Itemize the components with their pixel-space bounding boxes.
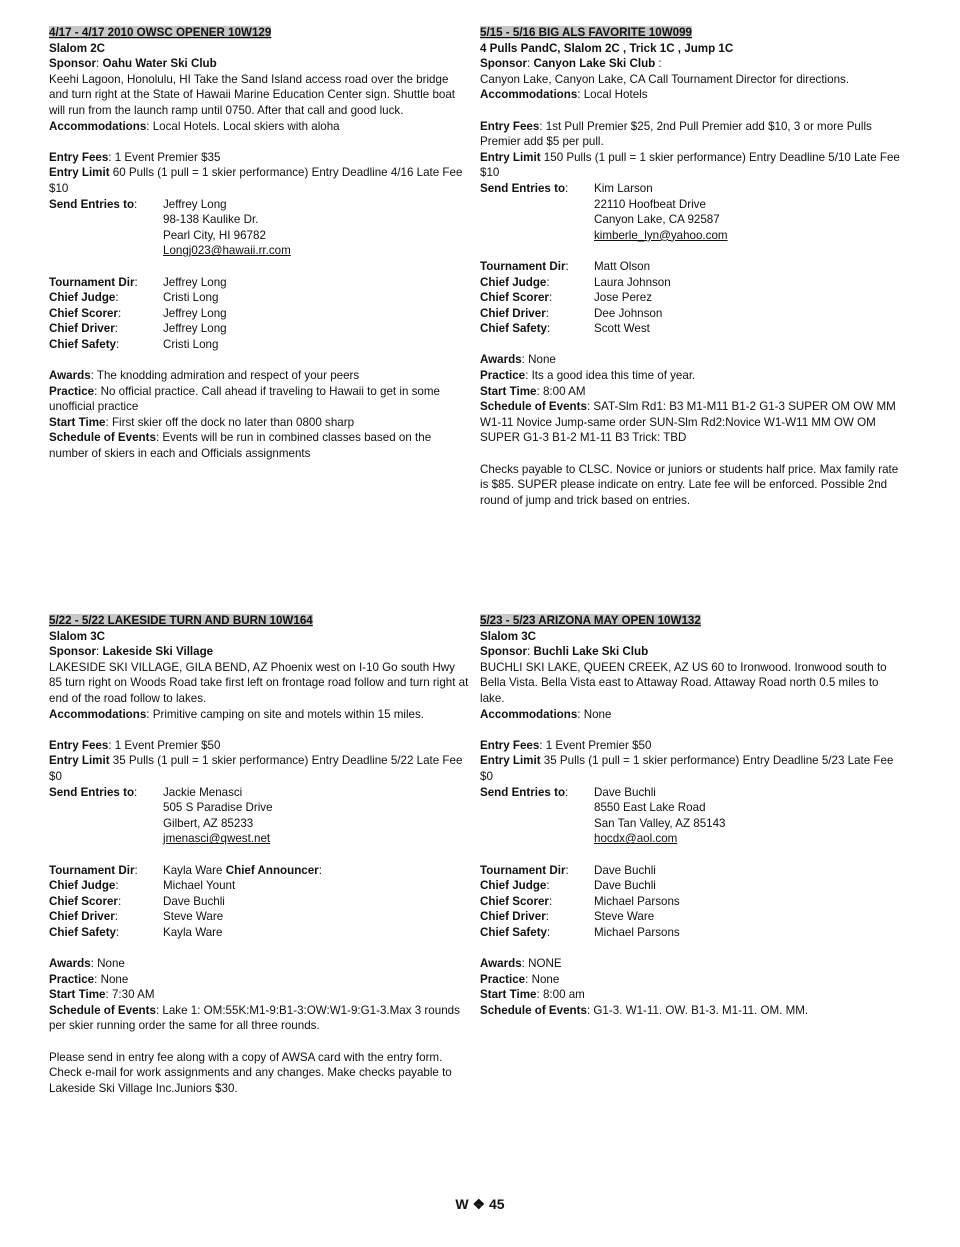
sponsor-suffix: : [655,57,662,71]
send-entries-city: Canyon Lake, CA 92587 [594,213,720,227]
official-name: Jeffrey Long [163,322,227,336]
awards-line: Awards: None [480,353,556,367]
accommodations-label: Accommodations [49,119,147,133]
awards-label: Awards [480,353,522,367]
entry-fees-value: 1 Event Premier $35 [114,150,221,164]
official-role: Tournament Dir [49,275,135,289]
sponsor-name: Oahu Water Ski Club [102,57,217,71]
event-card-big-als-favorite [480,25,900,508]
entry-fees-label: Entry Fees [49,738,109,752]
start-time-value: 7:30 AM [111,988,155,1002]
send-entries-key: Send Entries to: [49,785,138,799]
official-role: Chief Scorer [49,306,118,320]
schedule-value: Lake 1: OM:55K:M1-9:B1-3:OW:W1-9:G1-3.Max 3 rounds per skier running order the same for all three rounds. [49,1003,460,1033]
official-row: Tournament Dir: Jeffrey Long [49,275,469,291]
awards-line: Awards: The knodding admiration and respect of your peers [49,369,360,383]
entry-fees-label: Entry Fees [49,150,109,164]
practice-value: No official practice. Call ahead if traveling to Hawaii to get in some unofficial practice [49,384,440,414]
official-name: Steve Ware [163,910,224,924]
official-role: Chief Driver [480,306,546,320]
official-name: Kayla Ware [163,863,223,877]
send-entries-name: Jeffrey Long [163,197,227,211]
event-card-lakeside-turn-and-burn [49,613,469,1096]
practice-label: Practice [49,972,95,986]
schedule-line: Schedule of Events: SAT-Slm Rd1: B3 M1-M11 B1-2 G1-3 SUPER OM OW MM W1-11 Novice Jump-same order SUN-Slm Rd2:Novice W1-W11 MM OW OM SUPER G1-3 B1-2 M1-11 B3 Trick: TBD [480,400,896,445]
official-name: Matt Olson [594,259,651,273]
send-entries-email-link[interactable]: jmenasci@qwest.net [163,832,271,846]
schedule-line: Schedule of Events: G1-3. W1-11. OW. B1-3. M1-11. OM. MM. [480,1003,809,1017]
location-directions: Canyon Lake, Canyon Lake, CA Call Tournament Director for directions. [480,72,850,86]
awards-value: The knodding admiration and respect of your peers [96,369,360,383]
official-role: Tournament Dir [480,259,566,273]
official-role: Chief Scorer [49,894,118,908]
official-name: Dave Buchli [163,894,225,908]
entry-limit-label: Entry Limit [49,754,110,768]
sponsor-name: Lakeside Ski Village [102,645,214,659]
event-notes: Please send in entry fee along with a copy of AWSA card with the entry form. Check e-mail for work assignments and any changes. Make checks payable to Lakeside Ski Village Inc.Juniors $30. [49,1050,452,1095]
start-time-label: Start Time [480,988,537,1002]
official-row: Chief Driver: Jeffrey Long [49,321,469,337]
entry-fees-line: Entry Fees: 1 Event Premier $50 [480,738,652,752]
start-time-label: Start Time [49,988,106,1002]
event-header: 5/15 - 5/16 BIG ALS FAVORITE 10W099 [480,26,692,39]
official-name: Dave Buchli [594,879,656,893]
entry-limit-line [480,753,900,784]
awards-value: NONE [528,957,562,971]
entry-limit-line [480,150,900,181]
practice-value: None [100,972,129,986]
entry-fees-line: Entry Fees: 1st Pull Premier $25, 2nd Pull Premier add $10, 3 or more Pulls Premier add $5 per pull. [480,119,872,149]
event-format: Slalom 2C [49,41,106,55]
official-role: Chief Scorer [480,291,549,305]
sponsor-label: Sponsor [49,57,97,71]
official-role: Tournament Dir [480,863,566,877]
awards-label: Awards [49,957,91,971]
send-entries-name: Kim Larson [594,181,653,195]
entry-fees-value: 1 Event Premier $50 [114,738,221,752]
official-row: Chief Driver: Steve Ware [49,909,469,925]
schedule-value: Events will be run in combined classes based on the number of skiers in each and Officials assignments [49,431,432,461]
schedule-label: Schedule of Events [49,1003,156,1017]
official-row: Chief Scorer: Jeffrey Long [49,306,469,322]
entry-fees-value: 1st Pull Premier $25, 2nd Pull Premier add $10, 3 or more Pulls Premier add $5 per pull. [480,119,872,149]
official-role: Tournament Dir [49,863,135,877]
schedule-label: Schedule of Events [49,431,156,445]
entry-limit-value: 150 Pulls (1 pull = 1 skier performance) Entry Deadline 5/10 Late Fee $10 [480,150,900,180]
accommodations-label: Accommodations [480,88,578,102]
start-time-line: Start Time: First skier off the dock no later than 0800 sharp [49,415,355,429]
awards-value: None [528,353,556,367]
official-row: Chief Safety: Scott West [480,321,900,337]
sponsor-line: Sponsor: Lakeside Ski Village [49,645,214,659]
send-entries-street: 505 S Paradise Drive [163,801,273,815]
entry-limit-value: 35 Pulls (1 pull = 1 skier performance) Entry Deadline 5/22 Late Fee $0 [49,754,463,783]
start-time-value: 8:00 AM [542,384,586,398]
send-entries-row [49,785,469,801]
accommodations-label: Accommodations [49,707,147,721]
practice-label: Practice [480,972,526,986]
event-header: 4/17 - 4/17 2010 OWSC OPENER 10W129 [49,26,272,39]
section-letter: W [455,1196,469,1212]
official-name: Jose Perez [594,291,652,305]
entry-fees-label: Entry Fees [480,119,540,133]
official-row: Tournament Dir: Matt Olson [480,259,900,275]
accommodations-value: None [583,707,612,721]
awards-label: Awards [49,369,91,383]
official-role: Chief Judge [49,879,116,893]
event-header: 5/22 - 5/22 LAKESIDE TURN AND BURN 10W164 [49,614,313,627]
ornament-icon: ❖ [472,1196,486,1212]
awards-label: Awards [480,957,522,971]
start-time-label: Start Time [49,415,106,429]
send-entries-key: Send Entries to: [480,181,569,195]
start-time-value: 8:00 am [542,988,585,1002]
official-role: Chief Judge [480,275,547,289]
sponsor-line: Sponsor: Canyon Lake Ski Club : [480,57,662,71]
entry-limit-label: Entry Limit [49,166,110,180]
practice-line: Practice: None [49,972,129,986]
official-role: Chief Driver [49,910,115,924]
entry-limit-line [49,165,469,196]
entry-fees-line: Entry Fees: 1 Event Premier $50 [49,738,221,752]
start-time-line: Start Time: 8:00 AM [480,384,586,398]
accommodations-line: Accommodations: Primitive camping on site and motels within 15 miles. [49,707,425,721]
official-name: Cristi Long [163,291,219,305]
start-time-label: Start Time [480,384,537,398]
page-number: 45 [488,1196,505,1212]
start-time-value: First skier off the dock no later than 0800 sharp [111,415,355,429]
official-role: Chief Safety [49,337,117,351]
event-format: Slalom 3C [480,629,537,643]
entry-fees-line: Entry Fees: 1 Event Premier $35 [49,150,221,164]
practice-line: Practice: No official practice. Call ahead if traveling to Hawaii to get in some unofficial practice [49,384,440,414]
practice-line: Practice: Its a good idea this time of year. [480,369,696,383]
official-name: Jeffrey Long [163,275,227,289]
official-role: Chief Judge [480,879,547,893]
send-entries-key: Send Entries to: [49,197,138,211]
send-entries-row [49,197,469,213]
send-entries-email-link[interactable]: kimberle_lyn@yahoo.com [594,228,728,242]
official-row: Chief Scorer: Jose Perez [480,290,900,306]
schedule-label: Schedule of Events [480,400,587,414]
send-entries-city: Pearl City, HI 96782 [163,228,266,242]
entry-fees-label: Entry Fees [480,738,540,752]
accommodations-value: Local Hotels [583,88,648,102]
sponsor-label: Sponsor [480,57,528,71]
chief-announcer-label: Chief Announcer [225,863,319,877]
entry-limit-value: 60 Pulls (1 pull = 1 skier performance) Entry Deadline 4/16 Late Fee $10 [49,166,463,195]
send-entries-street: 8550 East Lake Road [594,801,706,815]
start-time-line: Start Time: 8:00 am [480,988,585,1002]
official-name: Cristi Long [163,337,219,351]
sponsor-name: Canyon Lake Ski Club [533,57,656,71]
official-row: Chief Judge: Laura Johnson [480,275,900,291]
accommodations-line: Accommodations: Local Hotels. Local skiers with aloha [49,119,340,133]
awards-line: Awards: NONE [480,957,562,971]
official-row: Chief Safety: Kayla Ware [49,925,469,941]
official-name: Michael Parsons [594,925,680,939]
official-row: Tournament Dir: Dave Buchli [480,863,900,879]
send-entries-key: Send Entries to: [480,785,569,799]
official-row: Chief Scorer: Dave Buchli [49,894,469,910]
official-row: Chief Safety: Michael Parsons [480,925,900,941]
awards-value: None [97,957,125,971]
official-row: Chief Safety: Cristi Long [49,337,469,353]
accommodations-value: Primitive camping on site and motels within 15 miles. [152,707,425,721]
official-role: Chief Judge [49,291,116,305]
send-entries-row [480,181,900,197]
official-name: Dee Johnson [594,306,663,320]
event-card-owsc-opener [49,25,469,462]
send-entries-city: Gilbert, AZ 85233 [163,816,254,830]
schedule-label: Schedule of Events [480,1003,587,1017]
official-name: Dave Buchli [594,863,656,877]
practice-value: Its a good idea this time of year. [531,369,696,383]
official-role: Chief Safety [480,322,548,336]
location-directions: Keehi Lagoon, Honolulu, HI Take the Sand Island access road over the bridge and turn right at the State of Hawaii Marine Education Center sign. Shuttle boat will run from the launch ramp until 0750. After that call and good luck. [49,72,456,117]
accommodations-line: Accommodations: None [480,707,612,721]
entry-limit-label: Entry Limit [480,150,541,164]
send-entries-row [480,785,900,801]
entry-limit-label: Entry Limit [480,754,541,768]
sponsor-label: Sponsor [49,645,97,659]
official-name: Jeffrey Long [163,306,227,320]
official-row: Tournament Dir: Kayla Ware Chief Announcer: [49,863,322,877]
send-entries-email-link[interactable]: Longj023@hawaii.rr.com [163,244,291,258]
schedule-line: Schedule of Events: Lake 1: OM:55K:M1-9:B1-3:OW:W1-9:G1-3.Max 3 rounds per skier running order the same for all three rounds. [49,1003,460,1033]
send-entries-street: 98-138 Kaulike Dr. [163,213,259,227]
official-row: Chief Judge: Cristi Long [49,290,469,306]
official-role: Chief Safety [480,925,548,939]
practice-label: Practice [480,369,526,383]
awards-line: Awards: None [49,957,125,971]
page-footer [0,1196,960,1213]
send-entries-label: Send Entries to [49,785,135,799]
official-name: Michael Yount [163,879,236,893]
official-name: Kayla Ware [163,925,223,939]
entry-limit-value: 35 Pulls (1 pull = 1 skier performance) Entry Deadline 5/23 Late Fee $0 [480,754,894,783]
official-role: Chief Scorer [480,894,549,908]
send-entries-street: 22110 Hoofbeat Drive [594,197,706,211]
accommodations-value: Local Hotels. Local skiers with aloha [152,119,340,133]
start-time-line: Start Time: 7:30 AM [49,988,155,1002]
event-format: 4 Pulls PandC, Slalom 2C , Trick 1C , Jump 1C [480,41,734,55]
entry-fees-value: 1 Event Premier $50 [545,738,652,752]
sponsor-line: Sponsor: Buchli Lake Ski Club [480,645,649,659]
accommodations-label: Accommodations [480,707,578,721]
event-notes: Checks payable to CLSC. Novice or juniors or students half price. Max family rate is $85. SUPER please indicate on entry. Late fee will be enforced. Possible 2nd round of jump and trick based on entries. [480,462,899,507]
official-row: Chief Judge: Dave Buchli [480,878,900,894]
official-row: Chief Judge: Michael Yount [49,878,469,894]
practice-line: Practice: None [480,972,560,986]
event-header: 5/23 - 5/23 ARIZONA MAY OPEN 10W132 [480,614,701,627]
official-role: Chief Driver [49,322,115,336]
accommodations-line: Accommodations: Local Hotels [480,88,648,102]
location-directions: BUCHLI SKI LAKE, QUEEN CREEK, AZ US 60 to Ironwood. Ironwood south to Bella Vista. Bella Vista east to Attaway Road. Attaway Road north 0.5 miles to lake. [480,660,887,705]
send-entries-city: San Tan Valley, AZ 85143 [594,816,726,830]
official-name: Laura Johnson [594,275,671,289]
official-name: Steve Ware [594,910,655,924]
sponsor-label: Sponsor [480,645,528,659]
official-row: Chief Driver: Steve Ware [480,909,900,925]
event-card-arizona-may-open [480,613,900,1018]
send-entries-email-link[interactable]: hocdx@aol.com [594,832,678,846]
official-name: Michael Parsons [594,894,680,908]
practice-label: Practice [49,384,95,398]
sponsor-name: Buchli Lake Ski Club [533,645,649,659]
official-row: Chief Driver: Dee Johnson [480,306,900,322]
send-entries-label: Send Entries to [480,785,566,799]
location-directions: LAKESIDE SKI VILLAGE, GILA BEND, AZ Phoenix west on I-10 Go south Hwy 85 turn right on Woods Road take first left on frontage road follow and turn right at end of the road follow to lakes. [49,660,469,705]
send-entries-name: Jackie Menasci [163,785,243,799]
event-format: Slalom 3C [49,629,106,643]
practice-value: None [531,972,560,986]
schedule-value: SAT-Slm Rd1: B3 M1-M11 B1-2 G1-3 SUPER OM OW MM W1-11 Novice Jump-same order SUN-Slm Rd2:Novice W1-W11 MM OW OM SUPER G1-3 B1-2 M1-11 B3 Trick: TBD [480,400,896,445]
send-entries-name: Dave Buchli [594,785,656,799]
schedule-line: Schedule of Events: Events will be run in combined classes based on the number of skiers in each and Officials assignments [49,431,432,461]
send-entries-label: Send Entries to [49,197,135,211]
entry-limit-line [49,753,469,784]
schedule-value: G1-3. W1-11. OW. B1-3. M1-11. OM. MM. [593,1003,809,1017]
official-name: Scott West [594,322,650,336]
official-row: Chief Scorer: Michael Parsons [480,894,900,910]
send-entries-label: Send Entries to [480,181,566,195]
sponsor-line: Sponsor: Oahu Water Ski Club [49,57,217,71]
official-role: Chief Safety [49,925,117,939]
official-role: Chief Driver [480,910,546,924]
